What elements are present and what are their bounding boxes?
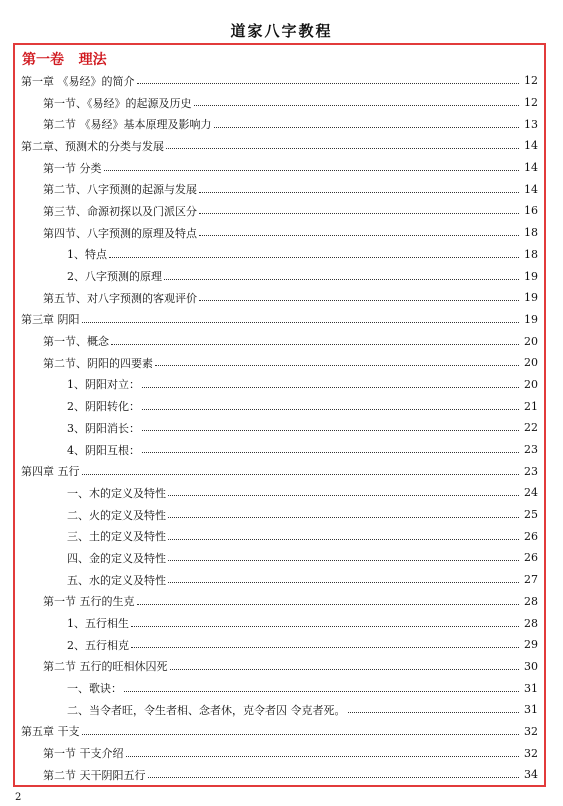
toc-dot-leader — [199, 235, 519, 236]
toc-entry[interactable] — [15, 330, 544, 352]
toc-entry-page: 16 — [524, 204, 538, 218]
toc-dot-leader — [142, 430, 519, 431]
toc-dot-leader — [199, 192, 519, 193]
toc-entry[interactable] — [15, 244, 544, 266]
toc-entry-label: 1、五行相生 — [67, 617, 129, 631]
toc-entry-label: 第四章 五行 — [21, 465, 80, 479]
toc-entry-label: 三、土的定义及特性 — [67, 530, 166, 544]
toc-entry-page: 12 — [524, 96, 538, 110]
toc-entry-page: 28 — [524, 594, 538, 608]
toc-entry[interactable] — [15, 178, 544, 200]
toc-dot-leader — [155, 365, 519, 366]
toc-entry-page: 21 — [524, 399, 538, 413]
toc-entry-label: 四、金的定义及特性 — [67, 551, 166, 565]
toc-entry-page: 24 — [524, 486, 538, 500]
toc-entry[interactable] — [15, 92, 544, 114]
toc-dot-leader — [104, 170, 520, 171]
toc-entry-page: 18 — [524, 247, 538, 261]
toc-entry-label: 第二章、预测术的分类与发展 — [21, 139, 164, 153]
toc-entry-page: 31 — [524, 681, 538, 695]
toc-frame — [13, 43, 546, 787]
toc-entry-label: 一、木的定义及特性 — [67, 486, 166, 500]
toc-entry-page: 32 — [524, 724, 538, 738]
toc-entry-page: 19 — [524, 312, 538, 326]
toc-dot-leader — [199, 300, 519, 301]
toc-entry-page: 19 — [524, 291, 538, 305]
toc-dot-leader — [170, 669, 520, 670]
toc-entry-page: 18 — [524, 226, 538, 240]
toc-dot-leader — [126, 756, 520, 757]
toc-entry-page: 28 — [524, 616, 538, 630]
toc-dot-leader — [142, 387, 519, 388]
toc-entry[interactable] — [15, 70, 544, 92]
toc-entry[interactable] — [15, 460, 544, 482]
toc-entry-page: 23 — [524, 443, 538, 457]
toc-entry[interactable] — [15, 439, 544, 461]
toc-dot-leader — [82, 322, 520, 323]
toc-entry[interactable] — [15, 742, 544, 764]
toc-dot-leader — [168, 539, 519, 540]
toc-entry-label: 第三节、命源初探以及门派区分 — [43, 204, 197, 218]
toc-dot-leader — [124, 691, 519, 692]
toc-entry-label: 第二节 《易经》基本原理及影响力 — [43, 118, 212, 132]
toc-entry-label: 第一章 《易经》的简介 — [21, 74, 135, 88]
toc-entry-label: 第一节、《易经》的起源及历史 — [43, 96, 192, 110]
toc-entry-label: 1、特点 — [67, 248, 107, 262]
toc-entry-label: 第三章 阴阳 — [21, 313, 80, 327]
toc-entry-page: 23 — [524, 464, 538, 478]
toc-dot-leader — [82, 734, 520, 735]
toc-dot-leader — [131, 626, 519, 627]
toc-dot-leader — [137, 604, 520, 605]
toc-entry[interactable] — [15, 113, 544, 135]
toc-dot-leader — [164, 279, 519, 280]
toc-entry-page: 32 — [524, 746, 538, 760]
toc-entry[interactable] — [15, 287, 544, 309]
toc-entry-label: 第一节 分类 — [43, 161, 102, 175]
page-number: 2 — [15, 792, 22, 803]
toc-entry-label: 第一节 干支介绍 — [43, 747, 124, 761]
toc-list — [15, 70, 544, 786]
toc-dot-leader — [109, 257, 519, 258]
toc-entry-page: 25 — [524, 508, 538, 522]
toc-entry[interactable] — [15, 135, 544, 157]
document-title: 道家八字教程 — [230, 22, 333, 40]
toc-entry[interactable] — [15, 634, 544, 656]
toc-entry[interactable] — [15, 374, 544, 396]
toc-dot-leader — [142, 409, 519, 410]
toc-entry-label: 1、阴阳对立： — [67, 378, 140, 392]
toc-entry[interactable] — [15, 352, 544, 374]
toc-entry[interactable] — [15, 656, 544, 678]
toc-dot-leader — [168, 560, 519, 561]
toc-entry[interactable] — [15, 482, 544, 504]
toc-dot-leader — [148, 777, 520, 778]
toc-entry-label: 一、歌诀： — [67, 682, 122, 696]
toc-entry[interactable] — [15, 309, 544, 331]
toc-entry-page: 34 — [524, 768, 538, 782]
toc-entry-page: 27 — [524, 573, 538, 587]
toc-entry-page: 19 — [524, 269, 538, 283]
toc-entry-label: 第四节、八字预测的原理及特点 — [43, 226, 197, 240]
toc-entry-page: 14 — [524, 161, 538, 175]
toc-dot-leader — [82, 474, 520, 475]
toc-entry-label: 3、阴阳消长： — [67, 421, 140, 435]
toc-entry[interactable] — [15, 591, 544, 613]
toc-entry[interactable] — [15, 157, 544, 179]
toc-entry-label: 第五节、对八字预测的客观评价 — [43, 291, 197, 305]
toc-entry[interactable] — [15, 395, 544, 417]
toc-entry-label: 第一节、概念 — [43, 335, 109, 349]
toc-entry-page: 29 — [524, 638, 538, 652]
toc-entry[interactable] — [15, 525, 544, 547]
toc-dot-leader — [168, 495, 519, 496]
toc-entry-label: 第五章 干支 — [21, 725, 80, 739]
toc-entry-label: 第二节 天干阴阳五行 — [43, 768, 146, 782]
toc-entry-page: 13 — [524, 117, 538, 131]
toc-entry-label: 五、水的定义及特性 — [67, 573, 166, 587]
toc-entry-label: 二、火的定义及特性 — [67, 508, 166, 522]
toc-entry-page: 12 — [524, 74, 538, 88]
toc-dot-leader — [168, 517, 519, 518]
toc-entry-page: 22 — [524, 421, 538, 435]
toc-entry[interactable] — [15, 764, 544, 786]
toc-entry[interactable] — [15, 721, 544, 743]
toc-dot-leader — [166, 148, 519, 149]
toc-entry-page: 30 — [524, 659, 538, 673]
toc-entry[interactable] — [15, 699, 544, 721]
toc-entry[interactable] — [15, 677, 544, 699]
toc-dot-leader — [348, 712, 520, 713]
toc-entry-page: 26 — [524, 551, 538, 565]
toc-dot-leader — [142, 452, 519, 453]
toc-entry-page: 14 — [524, 139, 538, 153]
toc-dot-leader — [168, 582, 519, 583]
toc-dot-leader — [111, 344, 519, 345]
toc-dot-leader — [131, 647, 519, 648]
toc-dot-leader — [199, 213, 519, 214]
toc-entry[interactable] — [15, 612, 544, 634]
toc-entry-label: 2、八字预测的原理 — [67, 270, 162, 284]
toc-entry-label: 2、阴阳转化： — [67, 400, 140, 414]
toc-entry-page: 26 — [524, 529, 538, 543]
toc-entry-label: 第二节、八字预测的起源与发展 — [43, 183, 197, 197]
toc-entry[interactable] — [15, 417, 544, 439]
toc-entry-page: 31 — [524, 703, 538, 717]
toc-dot-leader — [137, 83, 520, 84]
toc-entry-label: 第二节 五行的旺相休囚死 — [43, 660, 168, 674]
volume-heading: 第一卷 理法 — [22, 52, 107, 68]
toc-entry[interactable] — [15, 569, 544, 591]
toc-dot-leader — [214, 127, 520, 128]
toc-entry-label: 二、当令者旺，令生者相、念者休，克令者囚 令克者死。 — [67, 703, 346, 717]
toc-entry-label: 2、五行相克 — [67, 638, 129, 652]
toc-entry-page: 20 — [524, 377, 538, 391]
toc-entry[interactable] — [15, 547, 544, 569]
toc-entry-label: 4、阴阳互根： — [67, 443, 140, 457]
toc-entry-label: 第二节、阴阳的四要素 — [43, 356, 153, 370]
toc-entry[interactable] — [15, 222, 544, 244]
toc-entry-page: 20 — [524, 334, 538, 348]
toc-entry[interactable] — [15, 200, 544, 222]
toc-entry-page: 20 — [524, 356, 538, 370]
toc-entry[interactable] — [15, 265, 544, 287]
toc-entry[interactable] — [15, 504, 544, 526]
toc-dot-leader — [194, 105, 520, 106]
toc-entry-page: 14 — [524, 182, 538, 196]
toc-entry-label: 第一节 五行的生克 — [43, 595, 135, 609]
